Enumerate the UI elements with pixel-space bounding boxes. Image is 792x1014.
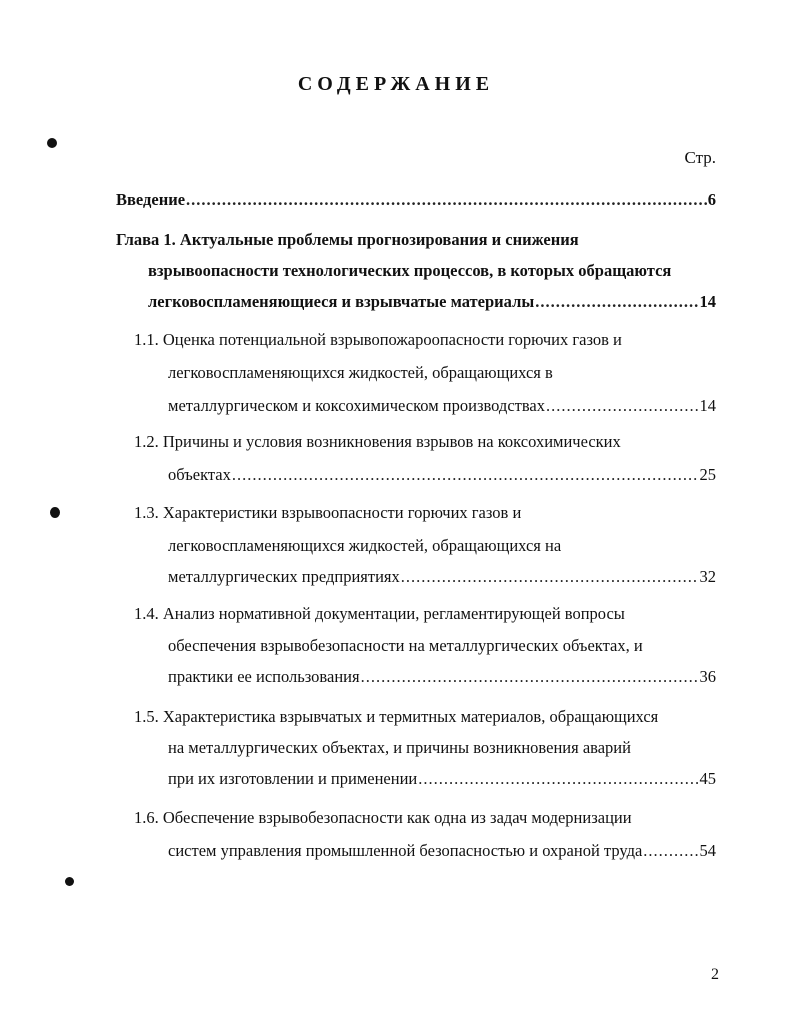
- toc-chapter-line: взрывоопасности технологических процессов, в которых обращаются: [148, 261, 672, 280]
- scan-speck: [65, 877, 74, 886]
- page-number: 2: [711, 966, 719, 983]
- toc-entry-page: 6: [707, 190, 716, 209]
- leader-dots: [361, 665, 699, 689]
- toc-section-last-line: [168, 767, 716, 791]
- toc-entry-page: 32: [699, 567, 716, 586]
- toc-section-line: на металлургических объектах, и причины возникновения аварий: [168, 738, 631, 757]
- leader-dots: [418, 767, 698, 791]
- toc-section-line: 1.3. Характеристики взрывоопасности горючих газов и: [134, 503, 522, 522]
- toc-entry-label: при их изготовлении и применении: [168, 769, 418, 788]
- toc-entry-label: металлургических предприятиях: [168, 567, 400, 586]
- leader-dots: [186, 188, 707, 212]
- toc-entry-page: 45: [699, 769, 716, 788]
- toc-entry-label: Введение: [116, 190, 186, 209]
- toc-entry-label: практики ее использования: [168, 667, 360, 686]
- toc-entry-label: систем управления промышленной безопасностью и охраной труда: [168, 841, 643, 860]
- leader-dots: [643, 839, 698, 863]
- toc-section-line: 1.4. Анализ нормативной документации, регламентирующей вопросы: [134, 604, 625, 623]
- toc-entry-page: 54: [699, 841, 716, 860]
- toc-chapter-last-line: [148, 290, 716, 314]
- toc-entry-label: металлургическом и коксохимическом производствах: [168, 396, 545, 415]
- toc-entry-label: объектах: [168, 465, 231, 484]
- toc-section-last-line: [168, 839, 716, 863]
- page-column-label: Стр.: [684, 148, 716, 167]
- toc-entry-intro: [116, 188, 716, 212]
- page-title: СОДЕРЖАНИЕ: [297, 73, 495, 95]
- toc-section-line: 1.1. Оценка потенциальной взрывопожароопасности горючих газов и: [134, 330, 622, 349]
- toc-entry-page: 14: [699, 292, 716, 311]
- scan-speck: [50, 507, 60, 518]
- leader-dots: [546, 394, 699, 418]
- leader-dots: [535, 290, 698, 314]
- toc-section-line: обеспечения взрывобезопасности на металлургических объектах, и: [168, 636, 643, 655]
- toc-section-last-line: [168, 565, 716, 589]
- toc-section-line: легковоспламеняющихся жидкостей, обращающихся на: [168, 536, 562, 555]
- scan-speck: [47, 138, 57, 148]
- leader-dots: [232, 463, 699, 487]
- toc-section-line: 1.2. Причины и условия возникновения взрывов на коксохимических: [134, 432, 621, 451]
- toc-entry-page: 25: [699, 465, 716, 484]
- toc-section-line: легковоспламеняющихся жидкостей, обращающихся в: [168, 363, 553, 382]
- toc-section-line: 1.5. Характеристика взрывчатых и термитных материалов, обращающихся: [134, 707, 659, 726]
- toc-section-last-line: [168, 463, 716, 487]
- toc-entry-page: 36: [699, 667, 716, 686]
- toc-section-last-line: [168, 665, 716, 689]
- toc-entry-page: 14: [699, 396, 716, 415]
- toc-entry-label: легковоспламеняющиеся и взрывчатые материалы: [148, 292, 535, 311]
- toc-section-line: 1.6. Обеспечение взрывобезопасности как одна из задач модернизации: [134, 808, 632, 827]
- leader-dots: [401, 565, 699, 589]
- toc-section-last-line: [168, 394, 716, 418]
- toc-chapter-line: Глава 1. Актуальные проблемы прогнозирования и снижения: [116, 230, 579, 249]
